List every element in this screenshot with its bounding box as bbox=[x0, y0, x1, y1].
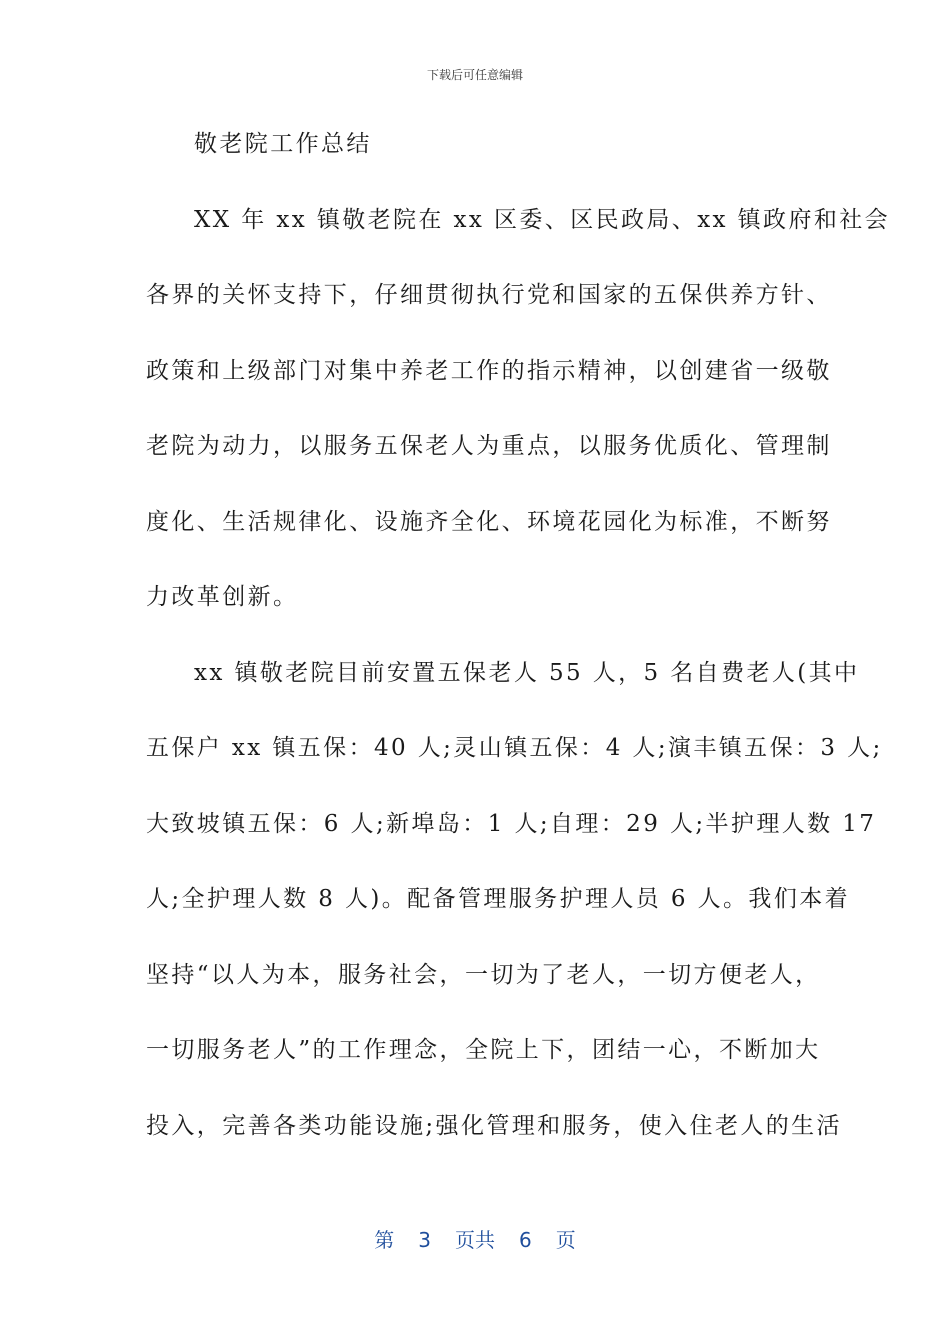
paragraph-1-line-1: XX 年 xx 镇敬老院在 xx 区委、区民政局、xx 镇政府和社会 bbox=[194, 206, 891, 233]
footer-prefix: 第 bbox=[374, 1228, 395, 1252]
paragraph-2-line-7: 投入，完善各类功能设施;强化管理和服务，使入住老人的生活 bbox=[146, 1112, 842, 1139]
paragraph-2-line-3: 大致坡镇五保：6 人;新埠岛：1 人;自理：29 人;半护理人数 17 bbox=[146, 810, 877, 837]
footer-page-number: 3 bbox=[418, 1228, 431, 1252]
paragraph-2-line-4: 人;全护理人数 8 人)。配备管理服务护理人员 6 人。我们本着 bbox=[146, 886, 851, 912]
paragraph-1-line-3: 政策和上级部门对集中养老工作的指示精神，以创建省一级敬 bbox=[146, 357, 832, 384]
document-title: 敬老院工作总结 bbox=[194, 131, 372, 157]
paragraph-2-line-2: 五保户 xx 镇五保：40 人;灵山镇五保：4 人;演丰镇五保：3 人; bbox=[146, 735, 883, 761]
paragraph-2-line-5: 坚持“以人为本，服务社会，一切为了老人，一切方便老人， bbox=[146, 961, 821, 988]
footer-suffix: 页 bbox=[555, 1228, 576, 1252]
page-footer bbox=[0, 1224, 950, 1253]
paragraph-2-line-6: 一切服务老人”的工作理念，全院上下，团结一心，不断加大 bbox=[146, 1037, 821, 1063]
paragraph-1-line-2: 各界的关怀支持下，仔细贯彻执行党和国家的五保供养方针、 bbox=[146, 282, 832, 308]
document-body bbox=[146, 114, 891, 1171]
paragraph-1-line-5: 度化、生活规律化、设施齐全化、环境花园化为标准，不断努 bbox=[146, 508, 832, 535]
page-header: 下载后可任意编辑 bbox=[426, 68, 523, 82]
paragraph-1-line-6: 力改革创新。 bbox=[146, 584, 299, 610]
footer-total-pages: 6 bbox=[519, 1228, 532, 1252]
paragraph-2-line-1: xx 镇敬老院目前安置五保老人 55 人，5 名自费老人(其中 bbox=[194, 659, 860, 686]
footer-middle: 页共 bbox=[455, 1228, 495, 1252]
paragraph-1-line-4: 老院为动力，以服务五保老人为重点，以服务优质化、管理制 bbox=[146, 433, 832, 459]
